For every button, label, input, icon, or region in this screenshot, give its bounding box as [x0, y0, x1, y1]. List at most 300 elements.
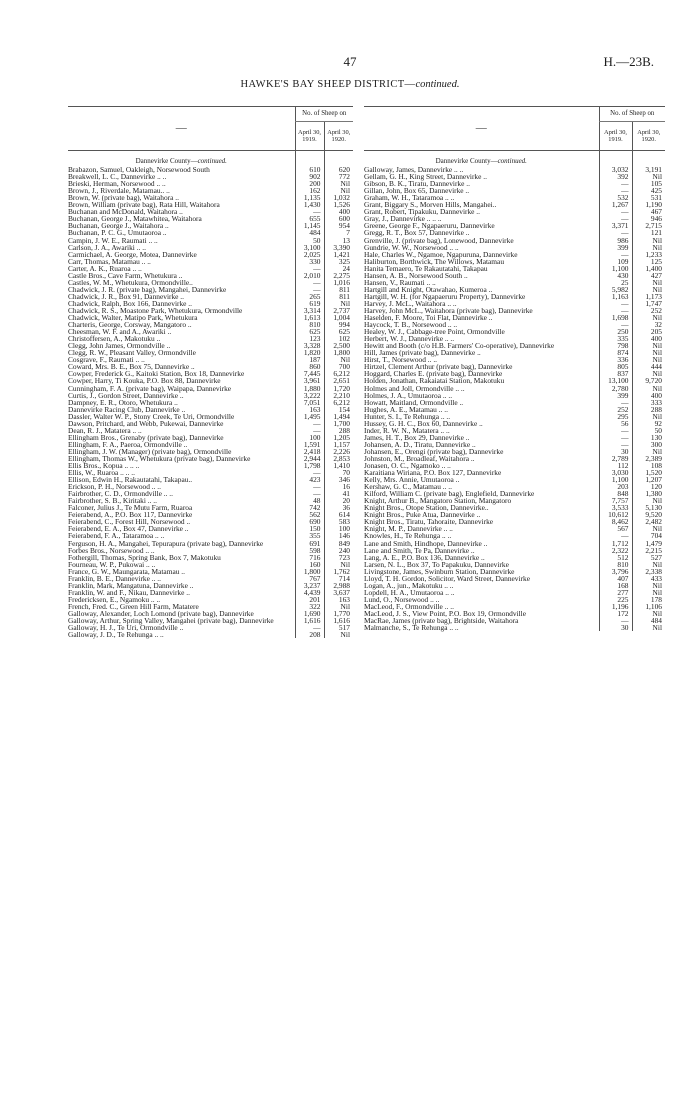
left-sheep-table: [68, 106, 353, 638]
sheep-1920: 583: [324, 518, 353, 525]
sheep-1919: 1,613: [295, 314, 324, 321]
owner-name: Franklin, Mark, Mangatuna, Dannevirke ..: [68, 580, 194, 590]
sheep-1920: 32: [632, 321, 665, 328]
sheep-1919: 109: [599, 258, 632, 265]
page-number: 47: [343, 54, 357, 69]
owner-name: Greene, George F., Ngapaeruru, Dannevirke: [364, 221, 495, 231]
sheep-1920: 105: [632, 180, 665, 187]
sheep-1920: 1,800: [324, 349, 353, 356]
owner-name: Malmanche, S., Te Rehunga .. ..: [364, 623, 459, 633]
sheep-1919: 7,445: [295, 370, 324, 377]
sheep-1919: 512: [599, 554, 632, 561]
county-heading-suffix: continued.: [197, 157, 227, 165]
sheep-1920: 1,106: [632, 603, 665, 610]
sheep-1919: 407: [599, 575, 632, 582]
sheep-1919: 252: [599, 406, 632, 413]
sheep-1920: 2,210: [324, 392, 353, 399]
owner-name: Fourneau, W. P., Pukowai .. ..: [68, 559, 156, 569]
sheep-1920: Nil: [632, 589, 665, 596]
sheep-1919: 3,314: [295, 307, 324, 314]
sheep-1920: 614: [324, 511, 353, 518]
sheep-1919: 742: [295, 504, 324, 511]
sheep-1920: 178: [632, 596, 665, 603]
sheep-1920: 1,205: [324, 434, 353, 441]
sheep-1919: —: [295, 490, 324, 497]
owner-name: Cowper, Harry, Ti Kouka, P.O. Box 88, Dannevirke: [68, 376, 221, 386]
sheep-1919: 2,789: [599, 455, 632, 462]
owner-name: Lund, O., Norsewood .. ..: [364, 594, 440, 604]
sheep-1920: 1,747: [632, 300, 665, 307]
sheep-1920: 1,479: [632, 540, 665, 547]
sheep-1919: 399: [599, 244, 632, 251]
owner-name: Carmichael, A. George, Motea, Dannevirke: [68, 249, 197, 259]
owner-name: Christoffersen, A., Makotuku ..: [68, 334, 161, 344]
sheep-1919: 30: [599, 448, 632, 455]
owner-name: Brown, William (private bag), Rata Hill, Waitahora: [68, 200, 220, 210]
sheep-1920: 333: [632, 399, 665, 406]
sheep-1919: 5,982: [599, 286, 632, 293]
sheep-1920: Nil: [632, 237, 665, 244]
owner-name: Hanita Temaero, Te Rakautatahi, Takapau: [364, 263, 488, 273]
sheep-1919: 690: [295, 518, 324, 525]
sheep-1919: 2,418: [295, 448, 324, 455]
sheep-1919: 250: [599, 328, 632, 335]
sheep-1919: 265: [295, 293, 324, 300]
owner-name: Chadwick, Walter, Matipo Park, Whetukura: [68, 313, 198, 323]
sheep-1919: —: [599, 532, 632, 539]
owner-name: Ellingham, F. A., Paeroa, Ormondville ..: [68, 439, 188, 449]
sheep-1920: 2,737: [324, 307, 353, 314]
owner-name: Hale, Charles W., Ngamoe, Ngapuruna, Dannevirke: [364, 249, 518, 259]
sheep-1919: —: [599, 399, 632, 406]
sheep-1919: 123: [295, 335, 324, 342]
owner-name: Castles, W. M., Whetukura, Ormondville..: [68, 277, 193, 287]
owner-name: Clegg, R. W., Pleasant Valley, Ormondville: [68, 348, 196, 358]
owner-name: Kershaw, G. C., Matamau .. ..: [364, 482, 452, 492]
sheep-1919: 208: [295, 631, 324, 638]
sheep-1920: 120: [632, 483, 665, 490]
sheep-1919: 619: [295, 300, 324, 307]
sheep-1920: 70: [324, 469, 353, 476]
owner-name: Falconer, Julius J., Te Mutu Farm, Ruaroa: [68, 503, 193, 513]
sheep-1920: 2,275: [324, 272, 353, 279]
sheep-1920: 9,520: [632, 511, 665, 518]
sheep-1919: 3,533: [599, 504, 632, 511]
owner-name: Knight, Arthur B., Mangatoro Station, Mangatoro: [364, 496, 512, 506]
column-rule: [632, 151, 665, 167]
owner-name: Galloway, Alexander, Loch Lomond (private bag), Dannevirke: [68, 609, 254, 618]
sheep-1920: 50: [632, 427, 665, 434]
owner-name: Healey, W. J., Cabbage-tree Point, Ormondville: [364, 327, 505, 337]
sheep-1919: —: [295, 265, 324, 272]
sheep-1920: Nil: [632, 525, 665, 532]
sheep-1920: Nil: [632, 286, 665, 293]
sheep-1919: 187: [295, 356, 324, 363]
sheep-1919: 1,698: [599, 314, 632, 321]
owner-name: Hartgill, W. H. (for Ngapaeruru Property), Dannevirke: [364, 291, 526, 301]
sheep-1920: Nil: [632, 610, 665, 617]
sheep-1919: 1,267: [599, 201, 632, 208]
sheep-1920: Nil: [632, 314, 665, 321]
owner-name: Knight, M. P., Dannevirke .. ..: [364, 524, 453, 534]
sheep-1920: Nil: [324, 561, 353, 568]
owner-name: Gray, J., Dannevirke .. .. ..: [364, 214, 442, 224]
owner-name: Cowper, Frederick G., Kaitoki Station, Box 18, Dannevirke: [68, 369, 245, 379]
owner-name: Lang, A. E., P.O. Box 136, Dannevirke ..: [364, 552, 485, 562]
owner-name: Chadwick, J. R., Box 91, Dannevirke ..: [68, 291, 184, 301]
owner-name: Fairbrother, S. B., Kiritaki .. ..: [68, 496, 157, 506]
owner-name: Dassler, Walter W. P., Stony Creek, Te Uri, Ormondville: [68, 411, 235, 421]
sheep-1920: 2,853: [324, 455, 353, 462]
table-row: [68, 631, 353, 638]
page-code: H.—23B.: [603, 54, 654, 69]
sheep-1919: 860: [295, 363, 324, 370]
owner-name: Knight Bros., Otope Station, Dannevirke..: [364, 503, 489, 513]
owner-name: Brabazon, Samuel, Oakleigh, Norsewood South: [68, 165, 210, 175]
sheep-1919: 484: [295, 229, 324, 236]
sheep-1919: 423: [295, 476, 324, 483]
sheep-1919: 335: [599, 335, 632, 342]
sheep-1919: 902: [295, 173, 324, 180]
sheep-1919: —: [599, 215, 632, 222]
right-column: [364, 106, 665, 631]
owner-name: Dampney, E. R., Otoro, Whetukura ..: [68, 397, 178, 407]
sheep-1920: 100: [324, 525, 353, 532]
owner-name: Forbes Bros., Norsewood .. ..: [68, 545, 155, 555]
owner-name: Harvey, John McL., Waitahora (private bag), Dannevirke: [364, 305, 533, 315]
sheep-1920: 154: [324, 406, 353, 413]
owner-name: Cosgrave, F., Raumati .. ..: [68, 355, 145, 365]
sheep-1920: Nil: [632, 244, 665, 251]
owner-name: Ellison, Edwin H., Rakautatahi, Takapau..: [68, 475, 193, 485]
owner-name: Hunter, S. I., Te Rehunga .. ..: [364, 411, 451, 421]
sheep-1920: 24: [324, 265, 353, 272]
sheep-1919: 168: [599, 582, 632, 589]
owner-name: Chadwick, Ralph, Box 166, Dannevirke ..: [68, 298, 192, 308]
name-column-header: —: [68, 107, 295, 151]
owner-name: Knight Bros., Tiratu, Tahoraite, Dannevirke: [364, 517, 494, 527]
sheep-1920: Nil: [632, 624, 665, 631]
page-title-main: HAWKE'S BAY SHEEP DISTRICT—: [240, 79, 416, 90]
owner-name: Inder, R. W. N., Matatera .. ..: [364, 425, 450, 435]
sheep-1919: 1,880: [295, 385, 324, 392]
sheep-1919: —: [295, 483, 324, 490]
sheep-1920: 484: [632, 617, 665, 624]
sheep-1919: —: [599, 251, 632, 258]
left-column: [68, 106, 353, 638]
sheep-1919: 1,798: [295, 462, 324, 469]
name-column-header: —: [364, 107, 599, 151]
sheep-1920: Nil: [632, 561, 665, 568]
sheep-1919: 1,135: [295, 194, 324, 201]
owner-name: Howatt, Maitland, Ormondville ..: [364, 397, 464, 407]
sheep-1919: 598: [295, 547, 324, 554]
sheep-1920: 400: [632, 335, 665, 342]
sheep-1919: 7,757: [599, 497, 632, 504]
sheep-1919: 2,025: [295, 251, 324, 258]
sheep-1920: 9,720: [632, 377, 665, 384]
sheep-1919: 3,237: [295, 582, 324, 589]
owner-name: Ellingham, J. W. (Manager) (private bag), Ormondville: [68, 446, 232, 456]
sheep-1920: 5,130: [632, 504, 665, 511]
sheep-1919: 7,051: [295, 399, 324, 406]
sheep-1919: 392: [599, 173, 632, 180]
sheep-1919: 172: [599, 610, 632, 617]
sheep-1920: 954: [324, 222, 353, 229]
sheep-1919: —: [295, 208, 324, 215]
owner-name: Haycock, T. B., Norsewood .. ..: [364, 320, 458, 330]
sheep-1920: 240: [324, 547, 353, 554]
sheep-1919: 655: [295, 215, 324, 222]
sheep-1920: 704: [632, 532, 665, 539]
owner-name: Carter, A. K., Ruaroa .. ..: [68, 263, 142, 273]
owner-name: Galloway, J. D., Te Rehunga .. ..: [68, 630, 164, 640]
sheep-1919: 848: [599, 490, 632, 497]
owner-name: Chadwick, R. S., Moastone Park, Whetukura, Ormondville: [68, 305, 243, 315]
owner-name: Galloway, Arthur, Spring Valley, Mangahei (private bag), Dannevirke: [68, 616, 274, 626]
sheep-1919: 1,495: [295, 413, 324, 420]
county-heading: [364, 151, 599, 167]
sheep-1919: 201: [295, 596, 324, 603]
year-1919-header: April 30, 1919.: [295, 122, 324, 151]
owner-name: Ellingham Bros., Grenaby (private bag), Dannevirke: [68, 432, 224, 442]
sheep-1919: 1,145: [295, 222, 324, 229]
owner-name: Erickson, P. H., Norsewood .. ..: [68, 482, 161, 492]
sheep-1920: Nil: [632, 356, 665, 363]
sheep-1920: 1,526: [324, 201, 353, 208]
sheep-1920: Nil: [632, 582, 665, 589]
owner-name: Curtis, J., Gordon Street, Dannevirke ..: [68, 390, 184, 400]
page-title-suffix: continued.: [415, 79, 460, 90]
owner-name: Charteris, George, Corsway, Mangatoro ..: [68, 320, 192, 330]
sheep-1920: Nil: [324, 631, 353, 638]
sheep-1919: 336: [599, 356, 632, 363]
owner-name: Buchanan and McDonald, Waitahora ..: [68, 207, 183, 217]
county-heading-suffix: continued.: [497, 157, 527, 165]
sheep-1919: —: [599, 441, 632, 448]
owner-name: Kelly, Mrs. Annie, Umutaoroa ..: [364, 475, 460, 485]
sheep-1920: 600: [324, 215, 353, 222]
sheep-1919: —: [599, 187, 632, 194]
sheep-1919: 50: [295, 237, 324, 244]
sheep-1919: 1,690: [295, 610, 324, 617]
owner-name: Cheesman, W. F. and A., Awariki ..: [68, 327, 172, 337]
owner-name: France, G. W., Maungarata, Matamau ..: [68, 566, 185, 576]
owner-name: Dean, R. J., Matatera .. ..: [68, 425, 142, 435]
owner-name: Ferguson, H. A., Mangahei, Tepurapura (private bag), Dannevirke: [68, 538, 264, 548]
sheep-1920: 3,390: [324, 244, 353, 251]
sheep-1919: —: [295, 286, 324, 293]
sheep-1920: 36: [324, 504, 353, 511]
sheep-1920: 92: [632, 420, 665, 427]
year-1919-header: April 30, 1919.: [599, 122, 632, 151]
sheep-1919: 1,100: [599, 265, 632, 272]
sheep-1920: 433: [632, 575, 665, 582]
sheep-1919: 1,800: [295, 568, 324, 575]
owner-name: Jonasen, O. C., Ngamoko .. ..: [364, 461, 451, 471]
sheep-1919: 330: [295, 258, 324, 265]
sheep-1919: 150: [295, 525, 324, 532]
sheep-1920: 400: [632, 392, 665, 399]
owner-name: Fothergill, Thomas, Spring Bank, Box 7, Makotuku: [68, 552, 221, 562]
sheep-1919: 399: [599, 392, 632, 399]
sheep-1919: 30: [599, 624, 632, 631]
sheep-1919: 2,780: [599, 385, 632, 392]
sheep-1919: 3,328: [295, 342, 324, 349]
sheep-1919: 1,712: [599, 540, 632, 547]
sheep-1920: 1,762: [324, 568, 353, 575]
owner-name: Herbert, W. J., Dannevirke .. ..: [364, 334, 455, 344]
sheep-1919: 162: [295, 187, 324, 194]
owner-name: Franklin, B. E., Dannevirke .. ..: [68, 573, 161, 583]
sheep-1920: 2,988: [324, 582, 353, 589]
sheep-1920: 130: [632, 434, 665, 441]
sheep-1919: 810: [599, 561, 632, 568]
sheep-1920: Nil: [632, 370, 665, 377]
sheep-1919: —: [295, 469, 324, 476]
sheep-1920: 7: [324, 229, 353, 236]
owner-name: Feierabend, F. A., Tataramoa .. ..: [68, 531, 165, 541]
sheep-1919: —: [295, 420, 324, 427]
owner-name: Dannevirke Racing Club, Dannevirke ..: [68, 404, 186, 414]
owner-name: Brieski, Herman, Norsewood .. ..: [68, 179, 166, 189]
owner-name: Brown, W. (private bag), Waitahora ..: [68, 193, 179, 203]
sheep-1919: 3,961: [295, 377, 324, 384]
sheep-1920: Nil: [324, 187, 353, 194]
sheep-1920: Nil: [632, 342, 665, 349]
sheep-1920: 346: [324, 476, 353, 483]
column-rule: [324, 151, 353, 167]
sheep-1920: 2,226: [324, 448, 353, 455]
sheep-1920: 2,651: [324, 377, 353, 384]
owner-name: Holden, Jonathan, Rakaiatai Station, Makotuku: [364, 376, 505, 386]
sheep-1920: 2,338: [632, 568, 665, 575]
sheep-1920: 2,715: [632, 222, 665, 229]
sheep-1920: 252: [632, 307, 665, 314]
owner-name: Coward, Mrs. B. E., Box 75, Dannevirke ..: [68, 362, 195, 372]
sheep-1919: 430: [599, 272, 632, 279]
owner-name: Hewitt and Booth (c/o H.B. Farmers' Co-operative), Dannevirke: [364, 341, 555, 351]
sheep-1919: 225: [599, 596, 632, 603]
sheep-1920: Nil: [632, 448, 665, 455]
sheep-1919: 25: [599, 279, 632, 286]
owner-name: Hirtzel, Clement Arthur (private bag), Dannevirke: [364, 362, 513, 372]
sheep-1919: —: [599, 434, 632, 441]
sheep-1919: 3,100: [295, 244, 324, 251]
county-heading-main: Dannevirke County—: [135, 157, 198, 165]
owner-name: Fredericksen, E., Ngamoku .. ..: [68, 594, 161, 604]
owner-name: MacRae, James (private bag), Brightside, Waitahora: [364, 616, 519, 626]
sheep-1919: 160: [295, 561, 324, 568]
owner-name: French, Fred. C., Green Hill Farm, Matatere: [68, 601, 199, 611]
owner-name: Feierabend, E. A., Box 47, Dannevirke ..: [68, 524, 189, 534]
owner-name: Castle Bros., Cave Farm, Whetukura ..: [68, 270, 183, 280]
sheep-1920: 1,004: [324, 314, 353, 321]
sheep-1920: 1,190: [632, 201, 665, 208]
sheep-1919: 805: [599, 363, 632, 370]
owner-name: Ellis, W., Ruaroa .. .. ..: [68, 468, 135, 478]
page-title: [0, 79, 700, 90]
sheep-1919: 56: [599, 420, 632, 427]
right-sheep-table: [364, 106, 665, 631]
sheep-1919: —: [295, 427, 324, 434]
sheep-1919: 567: [599, 525, 632, 532]
sheep-1920: 1,173: [632, 293, 665, 300]
sheep-1919: 3,032: [599, 166, 632, 173]
sheep-1920: 1,494: [324, 413, 353, 420]
sheep-1920: 108: [632, 462, 665, 469]
year-1920-header: April 30, 1920.: [324, 122, 353, 151]
sheep-1919: 610: [295, 166, 324, 173]
sheep-1920: 205: [632, 328, 665, 335]
sheep-1920: 20: [324, 497, 353, 504]
owner-name: Fairbrother, C. D., Ormondville .. ..: [68, 489, 174, 499]
sheep-1920: Nil: [324, 300, 353, 307]
column-rule: [295, 151, 324, 167]
sheep-1920: 1,770: [324, 610, 353, 617]
sheep-1919: 3,222: [295, 392, 324, 399]
owner-name: Livingstone, James, Swinburn Station, Dannevirke: [364, 566, 515, 576]
sheep-1920: 288: [324, 427, 353, 434]
owner-name: Grenville, J. (private bag), Lonewood, Dannevirke: [364, 235, 514, 245]
owner-name: Feierabend, A., P.O. Box 117, Dannevirke: [68, 510, 193, 520]
owner-name: Feierabend, C., Forest Hill, Norsewood ..: [68, 517, 191, 527]
sheep-1920: 1,400: [632, 265, 665, 272]
sheep-1920: Nil: [324, 180, 353, 187]
sheep-1920: 13: [324, 237, 353, 244]
owner-name: Buchanan, P. C. G., Umutaoroa ..: [68, 228, 167, 238]
owner-name: Gibson, B. K., Tiratu, Dannevirke ..: [364, 179, 470, 189]
sheep-1919: 3,796: [599, 568, 632, 575]
sheep-1920: 425: [632, 187, 665, 194]
sheep-1920: 1,700: [324, 420, 353, 427]
sheep-1919: 163: [295, 406, 324, 413]
sheep-1920: 1,720: [324, 385, 353, 392]
sheep-1920: 625: [324, 328, 353, 335]
owner-name: Chadwick, J. R. (private bag), Mangahei, Dannevirke: [68, 284, 227, 294]
sheep-1920: 1,032: [324, 194, 353, 201]
owner-name: Gellam, G. H., King Street, Dannevirke ..: [364, 172, 487, 182]
sheep-1919: 532: [599, 194, 632, 201]
owner-name: Gillan, John, Box 65, Dannevirke ..: [364, 186, 470, 196]
sheep-1919: —: [599, 307, 632, 314]
owner-name: Knight Bros., Puke Atua, Dannevirke ..: [364, 510, 481, 520]
sheep-1919: 355: [295, 532, 324, 539]
sheep-1919: 1,430: [295, 201, 324, 208]
sheep-1920: 1,520: [632, 469, 665, 476]
owner-name: Lane and Smith, Hindhope, Dannevirke ..: [364, 538, 488, 548]
owner-name: Brown, J., Riverdale, Matamau.. ..: [68, 186, 170, 196]
sheep-1920: 3,191: [632, 166, 665, 173]
sheep-1920: Nil: [632, 413, 665, 420]
sheep-1920: 125: [632, 258, 665, 265]
sheep-1919: —: [599, 321, 632, 328]
owner-name: Ellingham, Thomas W., Whetukura (private bag), Dannevirke: [68, 453, 251, 463]
sheep-1919: 1,820: [295, 349, 324, 356]
sheep-1920: 620: [324, 166, 353, 173]
sheep-1920: Nil: [324, 356, 353, 363]
left-rows: [68, 151, 353, 639]
sheep-1920: 1,157: [324, 441, 353, 448]
sheep-1920: 946: [632, 215, 665, 222]
sheep-1920: 163: [324, 596, 353, 603]
owner-name: MacLeod, F., Ormondville .. ..: [364, 601, 454, 611]
sheep-1920: 400: [324, 208, 353, 215]
sheep-1919: 810: [295, 321, 324, 328]
sheep-1919: 874: [599, 349, 632, 356]
sheep-1919: 716: [295, 554, 324, 561]
right-rows: [364, 151, 665, 632]
